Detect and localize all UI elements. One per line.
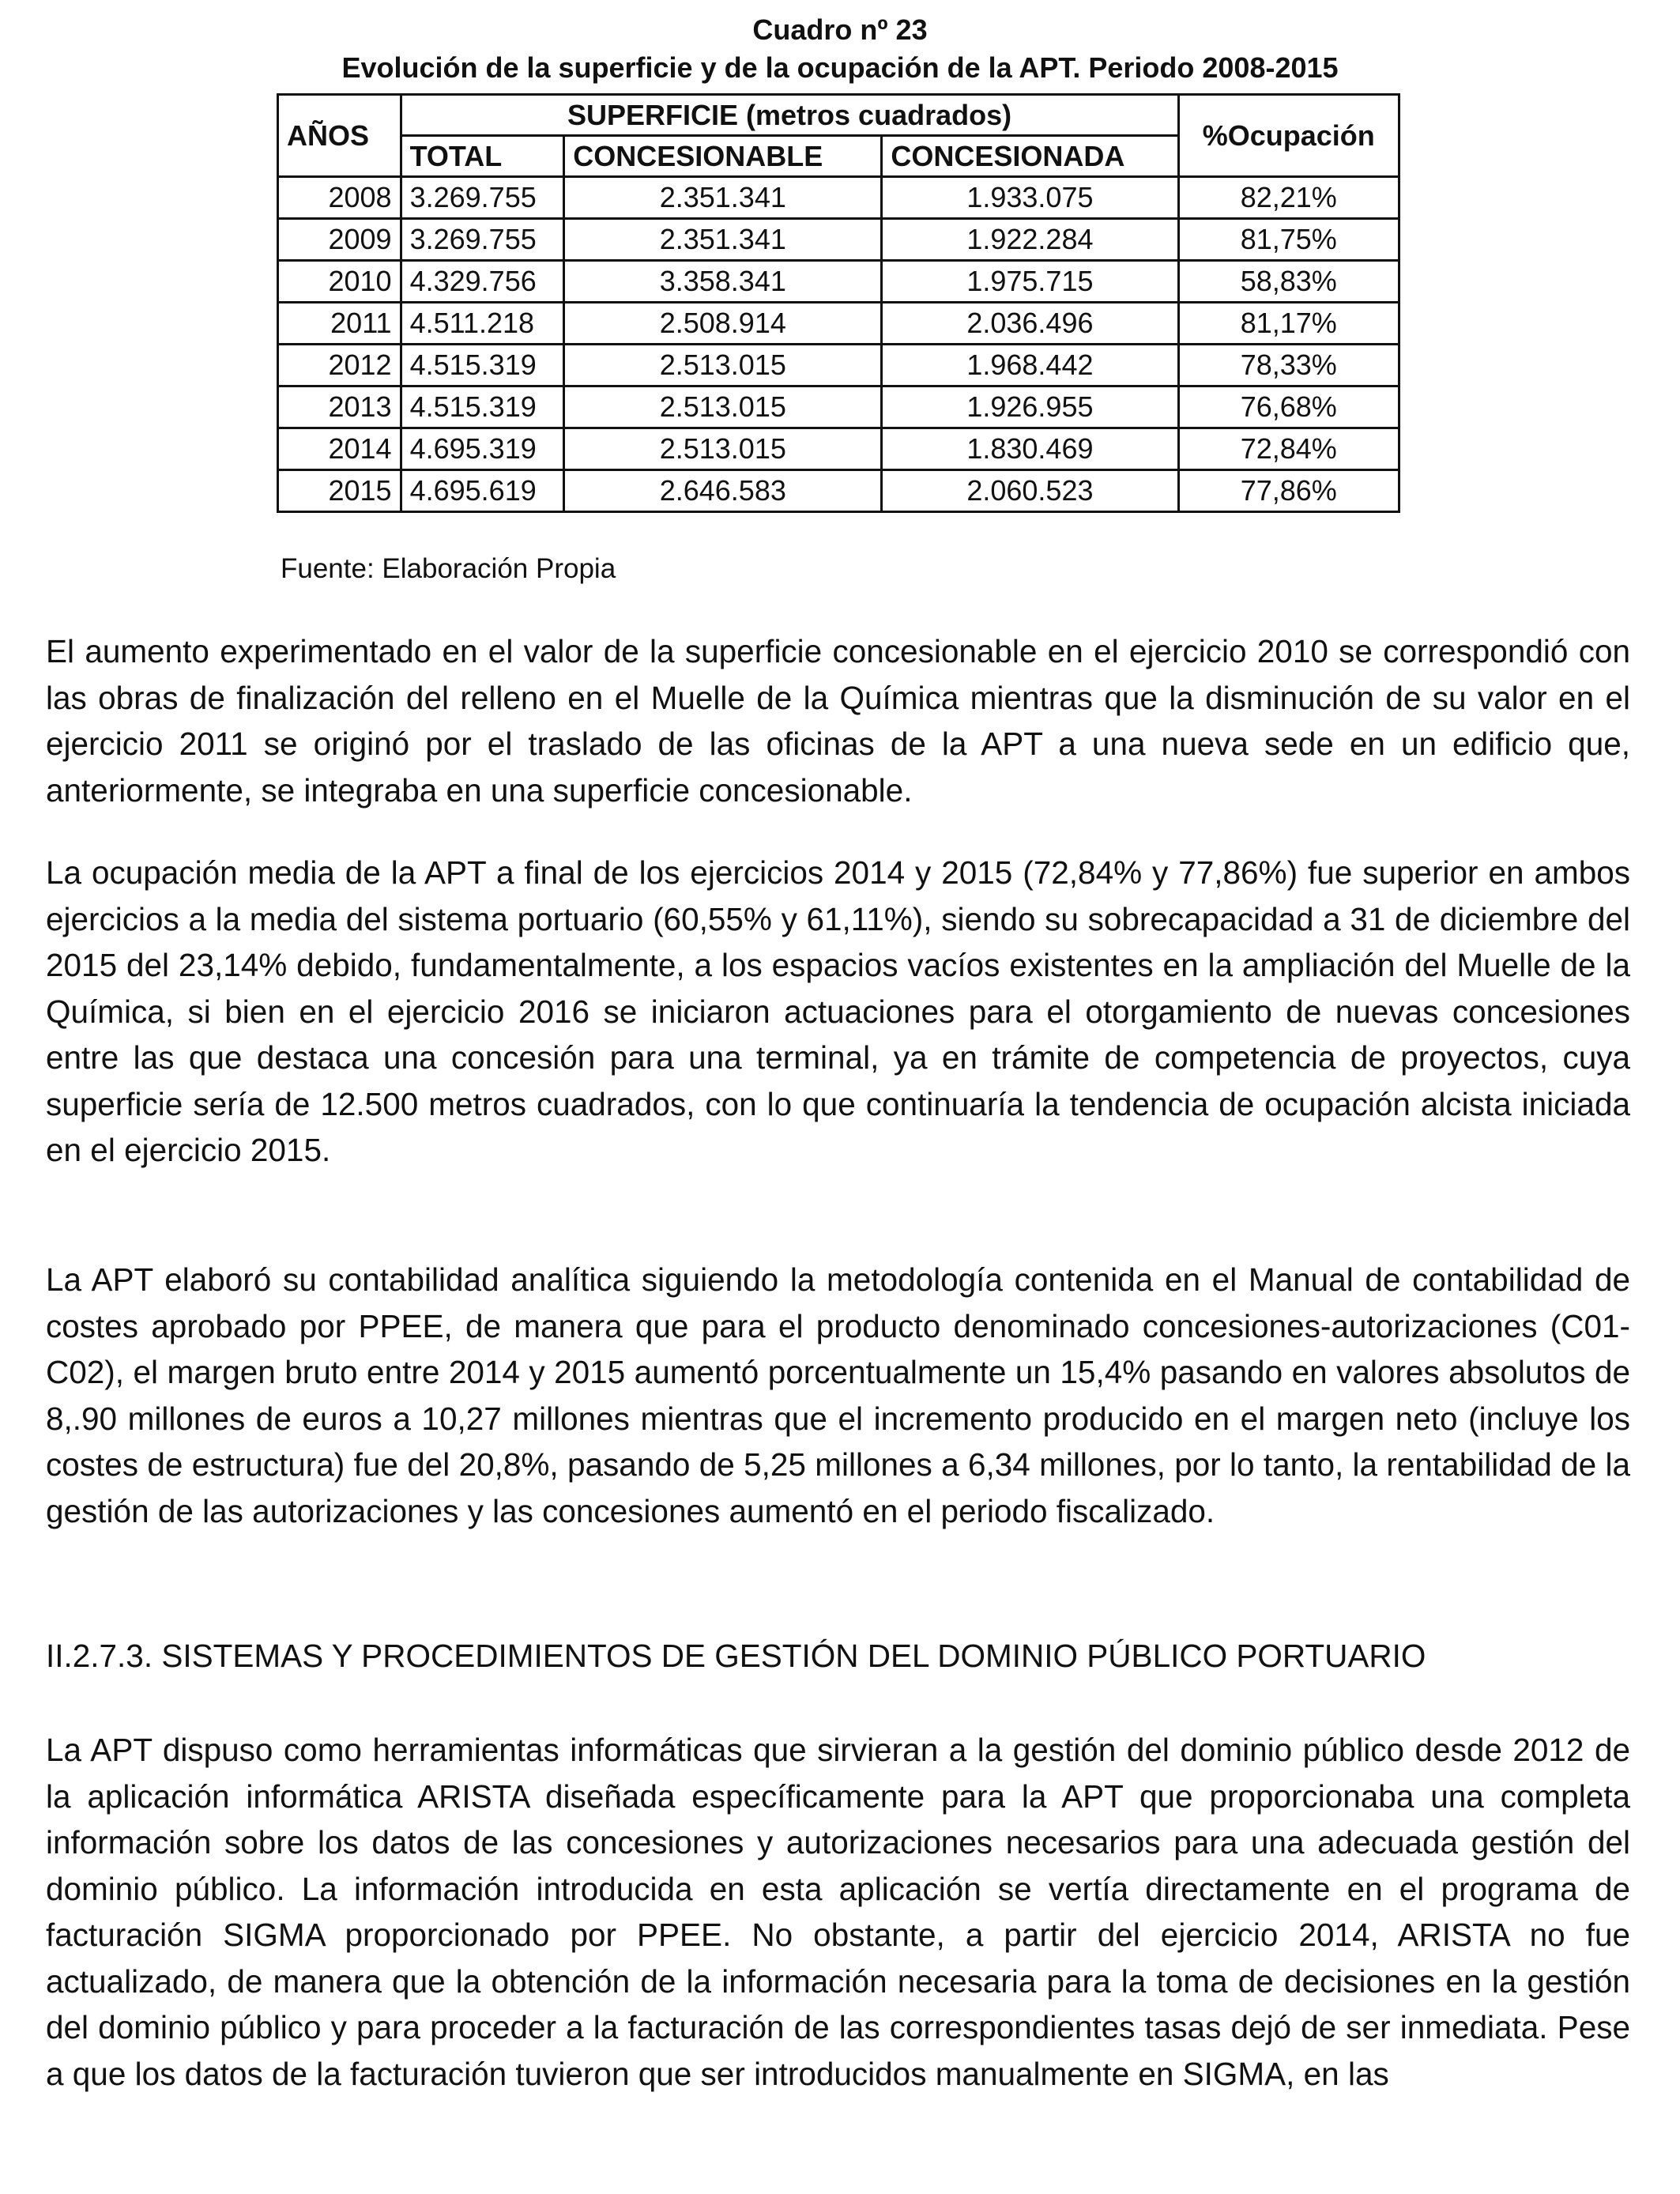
cell-concesionable: 2.351.341: [564, 219, 882, 261]
cell-ocupacion: 58,83%: [1178, 261, 1399, 303]
cell-total: 4.511.218: [401, 303, 564, 345]
cell-total: 3.269.755: [401, 177, 564, 219]
cell-concesionada: 2.036.496: [882, 303, 1178, 345]
cell-concesionable: 2.513.015: [564, 386, 882, 428]
table-row: [278, 386, 1399, 428]
surface-occupancy-table: [277, 93, 1400, 513]
cell-year: 2012: [278, 345, 401, 386]
cell-ocupacion: 77,86%: [1178, 470, 1399, 512]
cell-total: 4.695.619: [401, 470, 564, 512]
cell-total: 4.515.319: [401, 345, 564, 386]
cell-ocupacion: 81,17%: [1178, 303, 1399, 345]
cell-year: 2014: [278, 428, 401, 470]
table-caption-number: Cuadro nº 23: [752, 13, 928, 46]
table-row: [278, 428, 1399, 470]
cell-concesionada: 1.926.955: [882, 386, 1178, 428]
table-row: [278, 345, 1399, 386]
header-ocupacion: %Ocupación: [1178, 95, 1399, 177]
cell-concesionable: 2.351.341: [564, 177, 882, 219]
cell-total: 4.515.319: [401, 386, 564, 428]
cell-ocupacion: 78,33%: [1178, 345, 1399, 386]
cell-year: 2010: [278, 261, 401, 303]
cell-concesionada: 1.922.284: [882, 219, 1178, 261]
paragraph-occupancy: La ocupación media de la APT a final de los ejercicios 2014 y 2015 (72,84% y 77,86%) fue superior en ambos ejercicios a la media del sistema portuario (60,55% y 61,11%), siendo su sobrecapacidad a 31 de diciembre del 2015 del 23,14% debido, fundamentalmente, a los espacios vacíos existentes en la ampliación del Muelle de la Química, si bien en el ejercicio 2016 se iniciaron actuaciones para el otorgamiento de nuevas concesiones entre las que destaca una concesión para una terminal, ya en trámite de competencia de proyectos, cuya superficie sería de 12.500 metros cuadrados, con lo que continuaría la tendencia de ocupación alcista iniciada en el ejercicio 2015.: [46, 854, 1630, 1168]
paragraph-cost-accounting: La APT elaboró su contabilidad analítica siguiendo la metodología contenida en el Manual de contabilidad de costes aprobado por PPEE, de manera que para el producto denominado concesiones-autorizaciones (C01-C02), el margen bruto entre 2014 y 2015 aumentó porcentualmente un 15,4% pasando en valores absolutos de 8,.90 millones de euros a 10,27 millones mientras que el incremento producido en el margen neto (incluye los costes de estructura) fue del 20,8%, pasando de 5,25 millones a 6,34 millones, por lo tanto, la rentabilidad de la gestión de las autorizaciones y las concesiones aumentó en el periodo fiscalizado.: [46, 1261, 1630, 1529]
cell-ocupacion: 72,84%: [1178, 428, 1399, 470]
cell-ocupacion: 76,68%: [1178, 386, 1399, 428]
table-row: [278, 219, 1399, 261]
cell-concesionable: 3.358.341: [564, 261, 882, 303]
cell-concesionada: 1.968.442: [882, 345, 1178, 386]
table-row: [278, 470, 1399, 512]
table-source: Fuente: Elaboración Propia: [281, 553, 616, 584]
header-concesionable: CONCESIONABLE: [564, 136, 882, 177]
cell-concesionada: 1.830.469: [882, 428, 1178, 470]
cell-concesionada: 1.933.075: [882, 177, 1178, 219]
header-concesionada: CONCESIONADA: [882, 136, 1178, 177]
cell-concesionada: 2.060.523: [882, 470, 1178, 512]
paragraph-it-tools: La APT dispuso como herramientas informáticas que sirvieran a la gestión del dominio público desde 2012 de la aplicación informática ARISTA diseñada específicamente para la APT que proporcionaba una completa información sobre los datos de las concesiones y autorizaciones necesarios para una adecuada gestión del dominio público. La información introducida en esta aplicación se vertía directamente en el programa de facturación SIGMA proporcionado por PPEE. No obstante, a partir del ejercicio 2014, ARISTA no fue actualizado, de manera que la obtención de la información necesaria para la toma de decisiones en la gestión del dominio público y para proceder a la facturación de las correspondientes tasas dejó de ser inmediata. Pese a que los datos de la facturación tuvieron que ser introducidos manualmente en SIGMA, en las: [46, 1732, 1630, 2092]
cell-total: 4.329.756: [401, 261, 564, 303]
table-row: [278, 261, 1399, 303]
paragraph-surface-change: El aumento experimentado en el valor de la superficie concesionable en el ejercicio 2010 se correspondió con las obras de finalización del relleno en el Muelle de la Química mientras que la disminución de su valor en el ejercicio 2011 se originó por el traslado de las oficinas de la APT a una nueva sede en un edificio que, anteriormente, se integraba en una superficie concesionable.: [46, 633, 1630, 809]
header-superficie: SUPERFICIE (metros cuadrados): [401, 95, 1178, 136]
cell-concesionable: 2.513.015: [564, 428, 882, 470]
header-years: AÑOS: [278, 95, 401, 177]
cell-year: 2009: [278, 219, 401, 261]
cell-total: 3.269.755: [401, 219, 564, 261]
header-total: TOTAL: [401, 136, 564, 177]
cell-ocupacion: 81,75%: [1178, 219, 1399, 261]
cell-ocupacion: 82,21%: [1178, 177, 1399, 219]
cell-year: 2011: [278, 303, 401, 345]
table-row: [278, 303, 1399, 345]
cell-year: 2008: [278, 177, 401, 219]
table-caption-title: Evolución de la superficie y de la ocupación de la APT. Periodo 2008-2015: [341, 51, 1339, 84]
cell-concesionada: 1.975.715: [882, 261, 1178, 303]
cell-concesionable: 2.508.914: [564, 303, 882, 345]
cell-year: 2013: [278, 386, 401, 428]
section-heading: II.2.7.3. SISTEMAS Y PROCEDIMIENTOS DE GESTIÓN DEL DOMINIO PÚBLICO PORTUARIO: [46, 1638, 1426, 1674]
cell-concesionable: 2.513.015: [564, 345, 882, 386]
cell-year: 2015: [278, 470, 401, 512]
cell-concesionable: 2.646.583: [564, 470, 882, 512]
cell-total: 4.695.319: [401, 428, 564, 470]
table-row: [278, 177, 1399, 219]
